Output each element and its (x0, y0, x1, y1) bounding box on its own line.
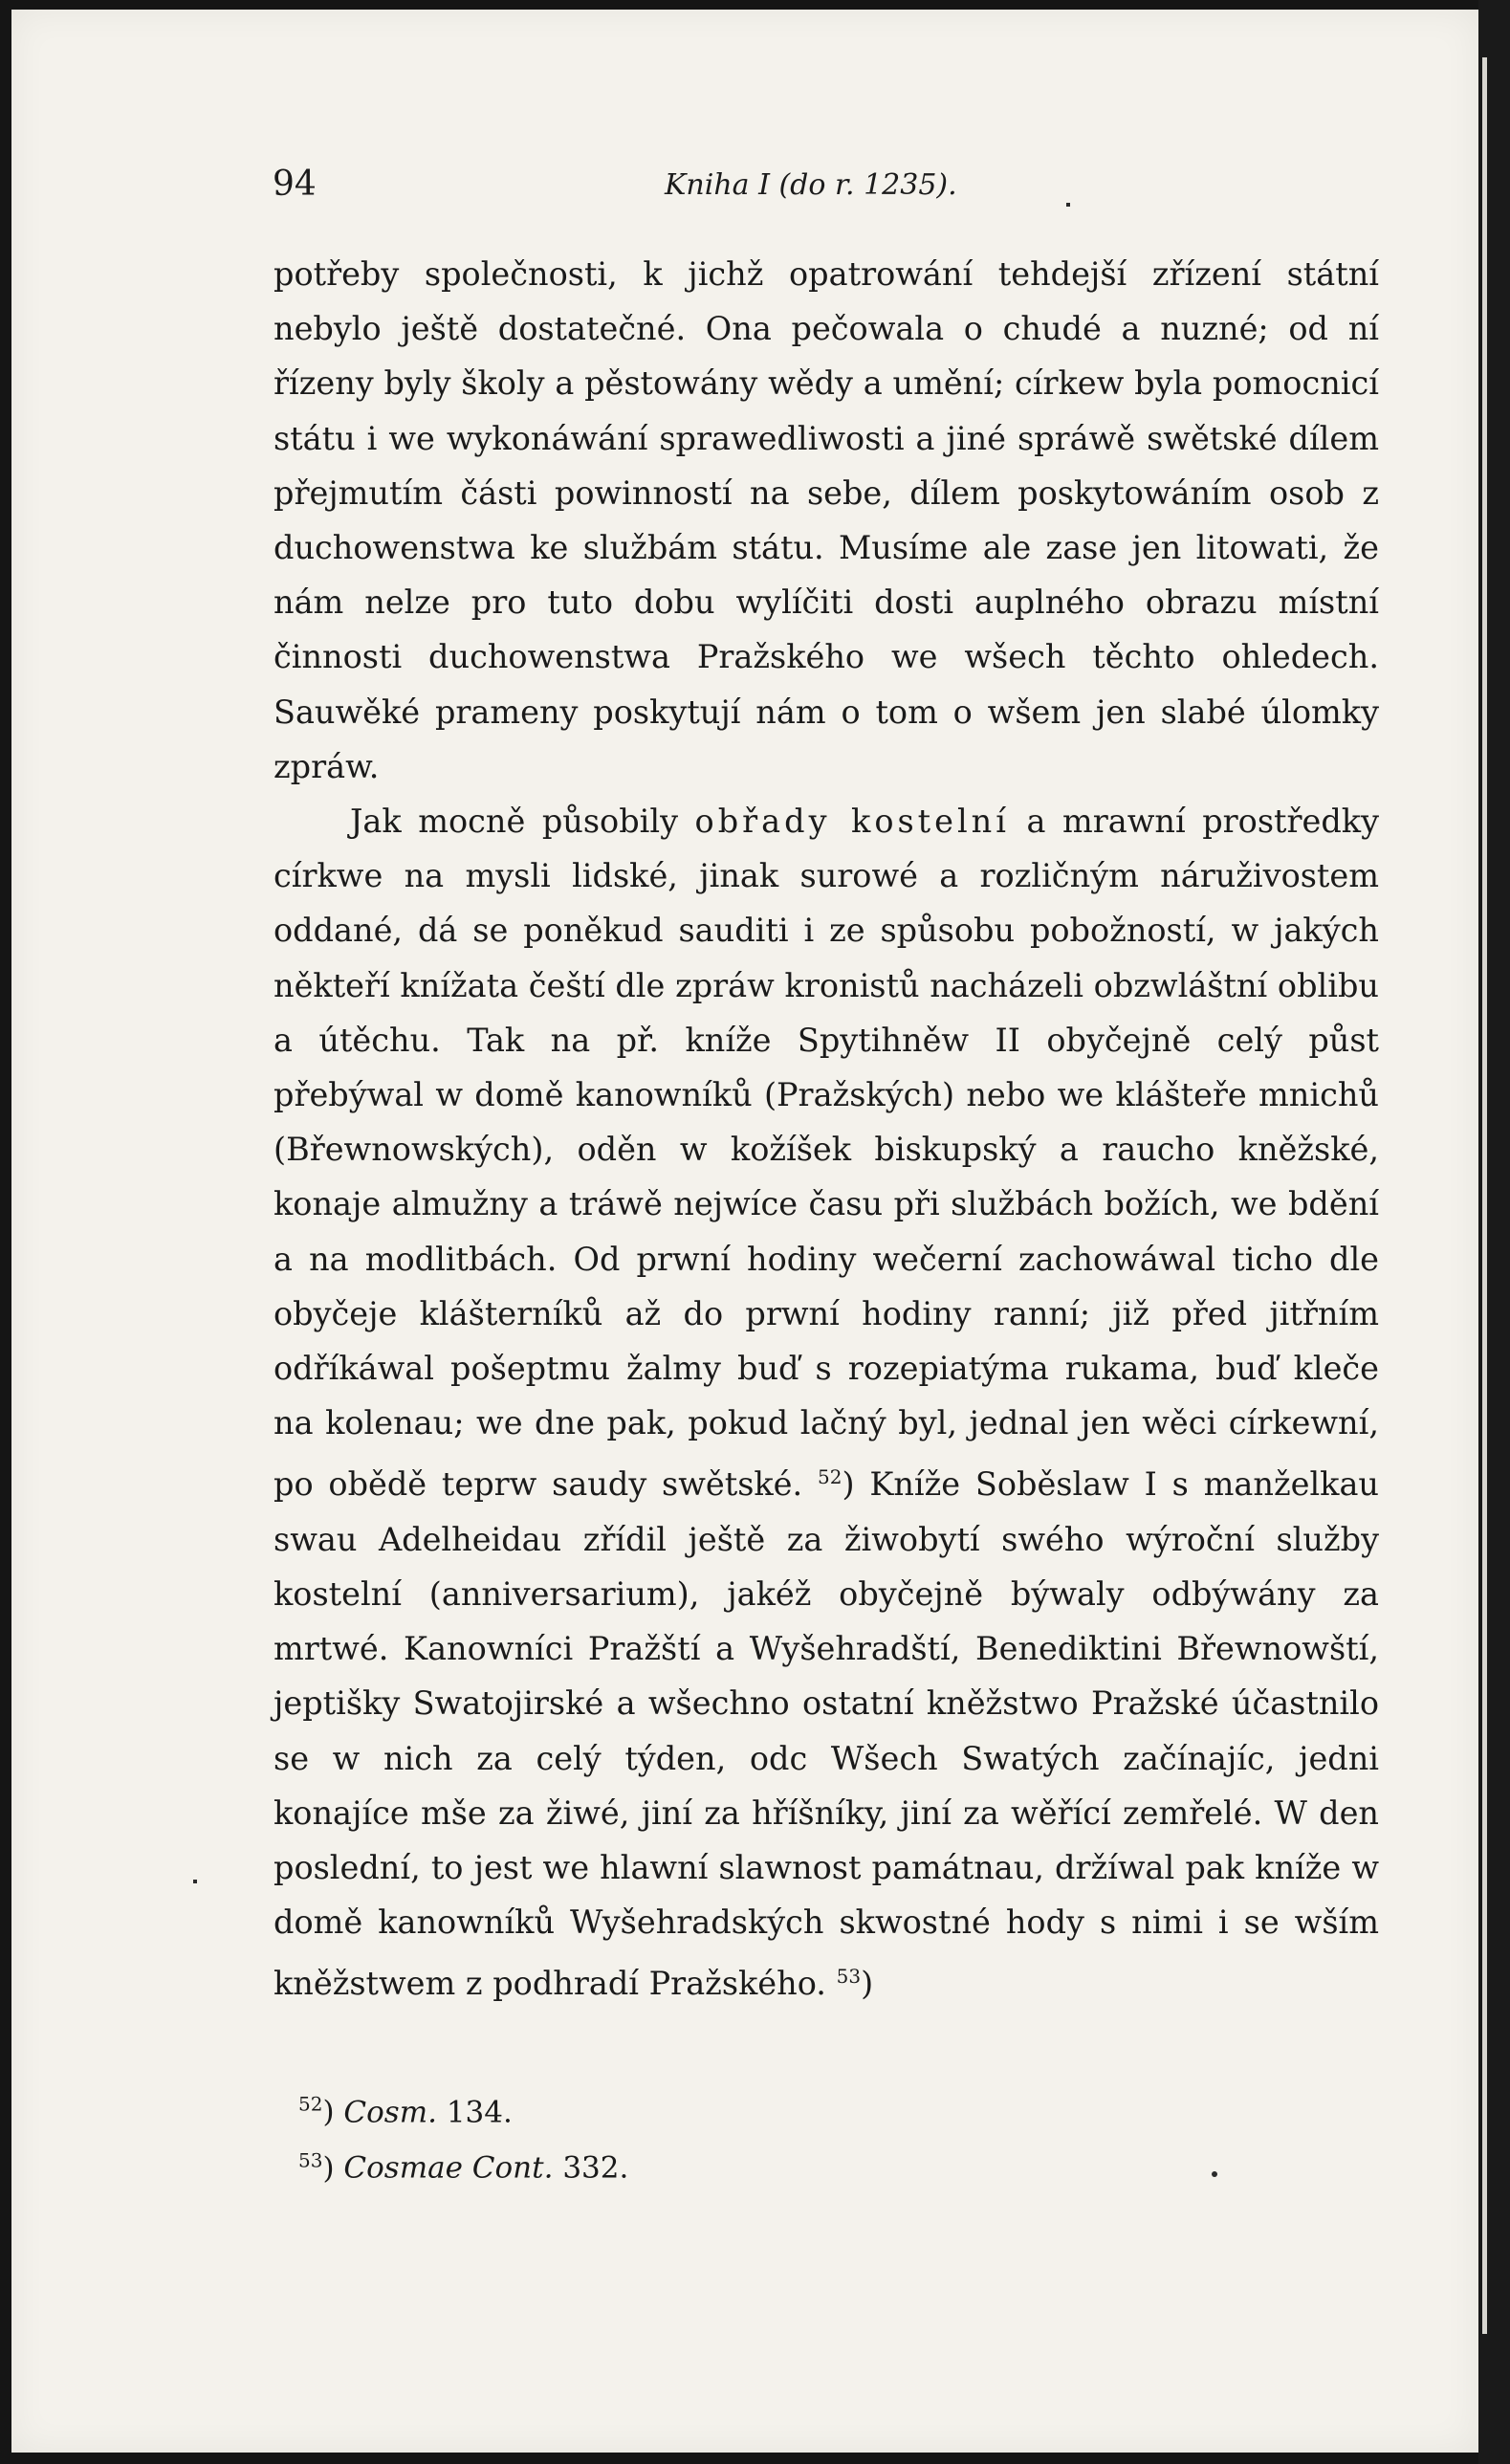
paragraph-2: Jak mocně působily obřady kostelní a mrawní prostředky církwe na mysli lidské, jinak surowé a rozličným náruživostem oddané, dá se poněkud sauditi i ze spůsobu pobožností, w jakých někteří knížata čeští dle zpráw kronistů nacházeli obzwláštní oblibu a útěchu. Tak na př. kníže Spytihněw II obyčejně celý půst přebýwal w domě kanowníků (Pražských) nebo we klášteře mnichů (Břewnowských), oděn w kožíšek biskupský a raucho kněžské, konaje almužny a tráwě nejwíce času při službách božích, we bdění a na modlitbách. Od prwní hodiny wečerní zachowáwal ticho dle obyčeje klášterníků až do prwní hodiny ranní; již před jitřním odříkáwal pošeptmu žalmy buď s rozepiatýma rukama, buď kleče na kolenau; we dne pak, pokud lačný byl, jednal jen wěci církewní, po obědě teprw saudy swětské. $^{52}$) Kníže Soběslaw I s manželkau swau Adelheidau zřídil ještě za žiwobytí swého wýroční služby kostelní (anniversarium), jakéž obyčejně býwaly odbýwány za mrtwé. Kanowníci Pražští a Wyšehradští, Benediktini Břewnowští, jeptišky Swatojirské a wšechno ostatní kněžstwo Pražské účastnilo se w nich za celý týden, odc Wšech Swatých začínajíc, jedni konajíce mše za žiwé, jiní za hříšníky, jiní za wěřící zemřelé. W den poslední, to jest we hlawní slawnost památnau, držíwal pak kníže w domě kanowníků Wyšehradských skwostné hody s nimi i se wším kněžstwem z podhradí Pražského. $^{53}$) (274, 803, 1380, 2003)
running-head: Kniha I (do r. 1235). (665, 168, 957, 202)
ink-speck (1066, 203, 1070, 207)
book-page (11, 10, 1478, 2453)
adjacent-page-edge (1482, 57, 1487, 2334)
footnote-source: Cosm. (343, 2095, 437, 2130)
paragraph-2-end: Kníže Soběslaw I s manželkau swau Adelheidau zřídil ještě za žiwobytí swého wýroční služby kostelní (anniversarium), jakéž obyčejně býwaly odbýwány za mrtwé. Kanowníci Pražští a Wyšehradští, Benediktini Břewnowští, jeptišky Swatojirské a wšechno ostatní kněžstwo Pražské účastnilo se w nich za celý týden, odc Wšech Swatých začínajíc, jedni konajíce mše za žiwé, jiní za hříšníky, jiní za wěřící zemřelé. W den poslední, to jest we hlawní slawnost památnau, držíwal pak kníže w domě kanowníků Wyšehradských skwostné hody s nimi i se wším kněžstwem z podhradí Pražského. (274, 1465, 1380, 2003)
body-text (274, 247, 1379, 2012)
page-number: 94 (273, 165, 317, 204)
footnote-marker: 52 (298, 2093, 323, 2116)
page-header (11, 165, 1478, 212)
paragraph-2-start: Jak mocně působily (350, 803, 679, 841)
footnote-page: 332. (562, 2150, 629, 2186)
paragraph-1: potřeby společnosti, k jichž opatrowání tehdejší zřízení státní nebylo ještě dostatečné. Ona pečowala o chudé a nuzné; od ní řízeny byly školy a pěstowány wědy a umění; církew byla pomocnicí státu i we wykonáwání sprawedliwosti a jiné spráwě swětské dílem přejmutím části powinností na sebe, dílem poskytowáním osob z duchowenstwa ke službám státu. Musíme ale zase jen litowati, že nám nelze pro tuto dobu wylíčiti dosti auplného obrazu místní činnosti duchowenstwa Pražského we wšech těchto ohledech. Sauwěké prameny poskytují nám o tom o wšem jen slabé úlomky zpráw. (274, 255, 1379, 785)
ink-speck (193, 1880, 197, 1883)
footnote-page: 134. (446, 2095, 513, 2130)
footnote-ref-52: 52 (817, 1465, 843, 1489)
paragraph-2-middle: a mrawní prostředky církwe na mysli lidské, jinak surowé a rozličným náruživostem oddané, dá se poněkud sauditi i ze spůsobu pobožností, w jakých někteří knížata čeští dle zpráw kronistů nacházeli obzwláštní oblibu a útěchu. Tak na př. kníže Spytihněw II obyčejně celý půst přebýwal w domě kanowníků (Pražských) nebo we klášteře mnichů (Břewnowských), oděn w kožíšek biskupský a raucho kněžské, konaje almužny a tráwě nejwíce času při službách božích, we bdění a na modlitbách. Od prwní hodiny wečerní zachowáwal ticho dle obyčeje klášterníků až do prwní hodiny ranní; již před jitřním odříkáwal pošeptmu žalmy buď s rozepiatýma rukama, buď kleče na kolenau; we dne pak, pokud lačný byl, jednal jen wěci církewní, po obědě teprw saudy swětské. (274, 803, 1379, 1504)
emphasis-spaced: obřady kostelní (694, 803, 1010, 841)
scan-right-edge (1478, 0, 1510, 2464)
ink-speck (1212, 2171, 1217, 2177)
footnote-53: $^{53}$) Cosmae Cont. 332. (298, 2148, 629, 2186)
footnote-marker: 53 (298, 2148, 323, 2172)
footnote-source: Cosmae Cont. (343, 2150, 554, 2186)
footnotes (298, 2080, 628, 2192)
footnote-52: $^{52}$) Cosm. 134. (298, 2093, 513, 2130)
footnote-ref-53: 53 (836, 1965, 862, 1989)
